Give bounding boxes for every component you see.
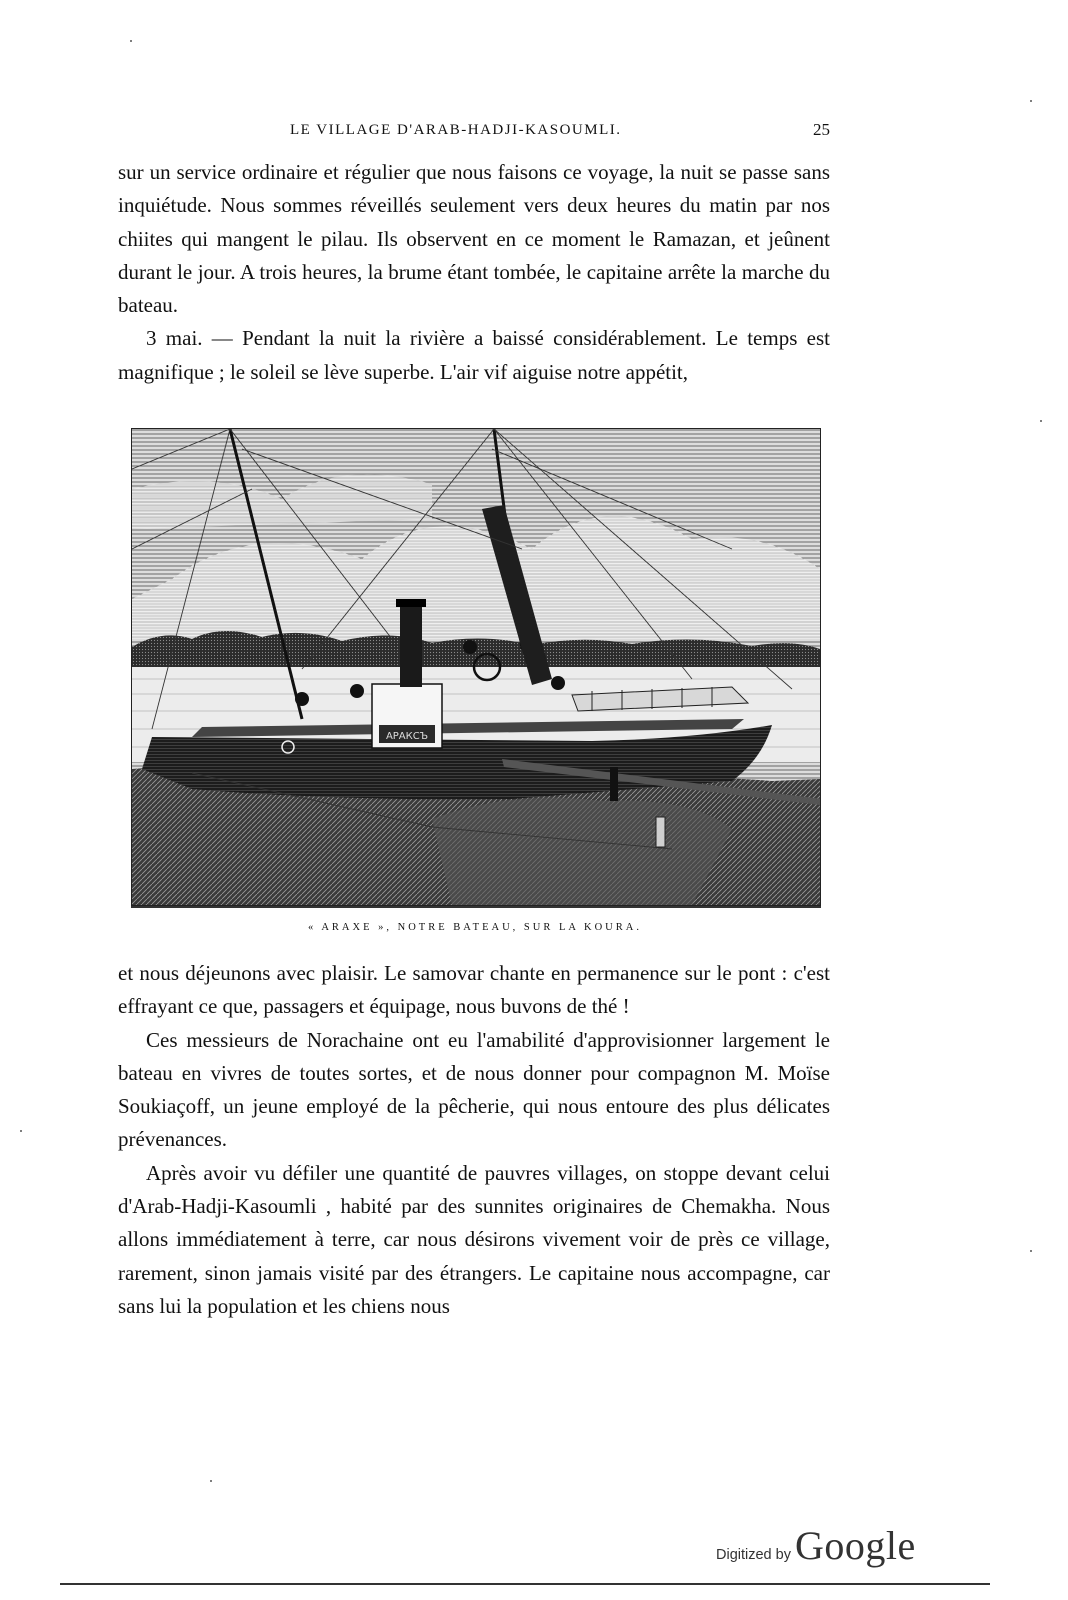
google-logo: Google xyxy=(794,1523,916,1568)
running-title: LE VILLAGE D'ARAB-HADJI-KASOUMLI. xyxy=(290,122,622,138)
paragraph: Ces messieurs de Norachaine ont eu l'amabilité d'approvisionner largement le bateau en vivres de toutes sortes, et de nous donner pour compagnon M. Moïse Soukiaçoff, un jeune employé de la pêcherie, qui nous entoure des plus délicates prévenances. xyxy=(118,1027,830,1152)
scan-speck xyxy=(210,1480,212,1482)
scan-speck xyxy=(1040,420,1042,422)
digitized-label: Digitized by xyxy=(716,1547,791,1563)
digitized-watermark xyxy=(716,1522,916,1566)
running-head xyxy=(118,118,830,142)
figure-caption: « ARAXE », NOTRE BATEAU, SUR LA KOURA. xyxy=(308,922,642,933)
page-number: 25 xyxy=(813,120,830,139)
scan-speck xyxy=(1030,100,1032,102)
paragraph: et nous déjeunons avec plaisir. Le samovar chante en permanence sur le pont : c'est effrayant ce que, passagers et équipage, nous buvons de thé ! xyxy=(118,961,830,1019)
paragraph: sur un service ordinaire et régulier que nous faisons ce voyage, la nuit se passe sans inquiétude. Nous sommes réveillés seulement vers deux heures du matin par nos chiites qui mangent le pilau. Ils observent en ce moment le Ramazan, et jeûnent durant le jour. A trois heures, la brume étant tombée, le capitaine arrête la marche du bateau. xyxy=(118,160,830,318)
paragraph: 3 mai. — Pendant la nuit la rivière a baissé considérablement. Le temps est magnifique ; le soleil se lève superbe. L'air vif aiguise notre appétit, xyxy=(118,326,830,384)
scan-speck xyxy=(20,1130,22,1132)
scan-speck xyxy=(1030,1250,1032,1252)
paragraph: Après avoir vu défiler une quantité de pauvres villages, on stoppe devant celui d'Arab-Hadji-Kasoumli , habité par des sunnites originaires de Chemakha. Nous allons immédiatement à terre, car nous désirons vivement voir de près ce village, rarement, sinon jamais visité par des étrangers. Le capitaine nous accompagne, car sans lui la population et les chiens nous xyxy=(118,1160,830,1318)
boat-name-board: АРАКСЪ xyxy=(385,731,429,742)
text-block-bottom xyxy=(118,957,830,1323)
scan-speck xyxy=(130,40,132,42)
text-block-top xyxy=(118,156,830,389)
engraving-illustration xyxy=(131,428,821,906)
scan-edge-rule xyxy=(60,1583,990,1585)
